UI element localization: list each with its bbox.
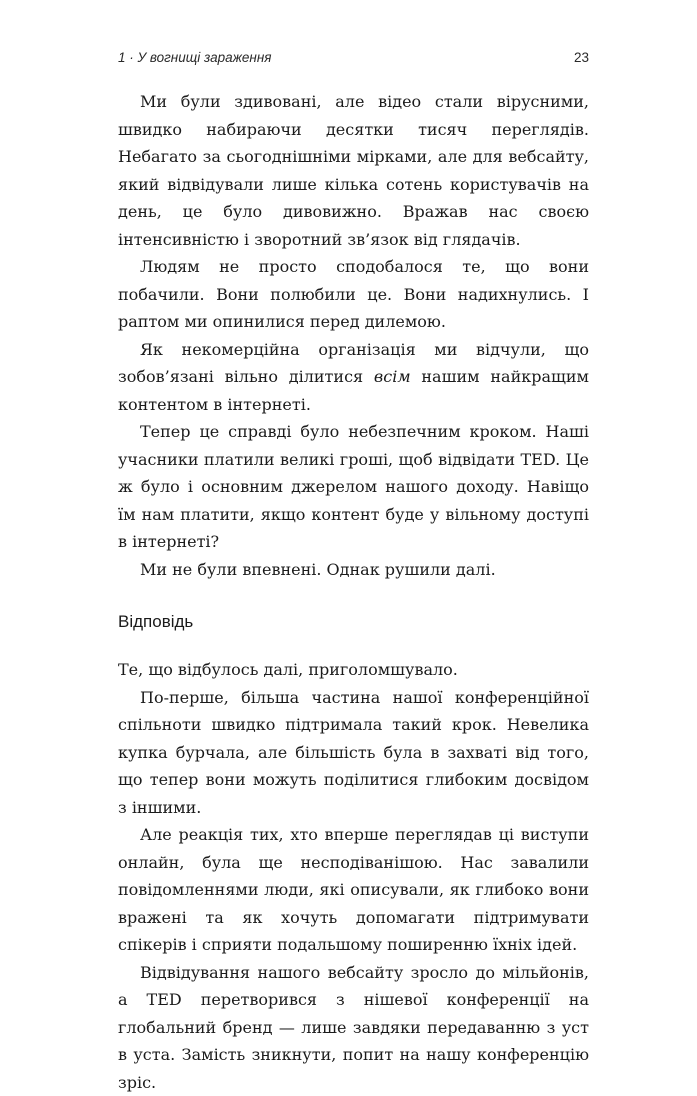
paragraph: Ми були здивовані, але відео стали вірусними, швидко набираючи десятки тисяч переглядів. Небагато за сьогоднішніми мірками, але для вебсайту, який відвідували лише кілька сотень користувачів на день, це було дивовижно. Вражав нас своєю інтенсивністю і зворотний зв’язок від глядачів. <box>118 88 589 253</box>
paragraph-text: Як некомерційна організація ми відчули, що зобов’язані вільно ділитися <box>118 340 589 387</box>
paragraph: Відвідування нашого вебсайту зросло до мільйонів, а TED перетворився з нішевої конференції на глобальний бренд — лише завдяки передаванню з уст в уста. Замість зникнути, попит на нашу конференцію зріс. <box>118 959 589 1096</box>
paragraph-text: нашим найкращим контентом в інтернеті. <box>118 367 589 414</box>
page-body <box>118 88 589 1096</box>
page-number: 23 <box>574 50 589 65</box>
paragraph: По-перше, більша частина нашої конференційної спільноти швидко підтримала такий крок. Невелика купка бурчала, але більшість була в захваті від того, що тепер вони можуть поділитися глибоким досвідом з іншими. <box>118 684 589 822</box>
section-heading: Відповідь <box>118 610 589 634</box>
paragraph: Але реакція тих, хто вперше переглядав ці виступи онлайн, була ще несподіванішою. Нас завалили повідомленнями люди, які описували, як глибоко вони вражені та як хочуть допомагати підтримувати спікерів і сприяти подальшому поширенню їхніх ідей. <box>118 821 589 959</box>
paragraph: Людям не просто сподобалося те, що вони побачили. Вони полюбили це. Вони надихнулись. І раптом ми опинилися перед дилемою. <box>118 253 589 336</box>
paragraph: Те, що відбулось далі, приголомшувало. <box>118 656 589 684</box>
paragraph: Ми не були впевнені. Однак рушили далі. <box>118 556 589 584</box>
chapter-title: 1 · У вогнищі зараження <box>118 50 272 65</box>
paragraph: Тепер це справді було небезпечним кроком. Наші учасники платили великі гроші, щоб відвідати TED. Це ж було і основним джерелом нашого доходу. Навіщо їм нам платити, якщо контент буде у вільному доступі в інтернеті? <box>118 418 589 556</box>
paragraph <box>118 336 589 419</box>
emphasis-text: всім <box>374 367 411 386</box>
